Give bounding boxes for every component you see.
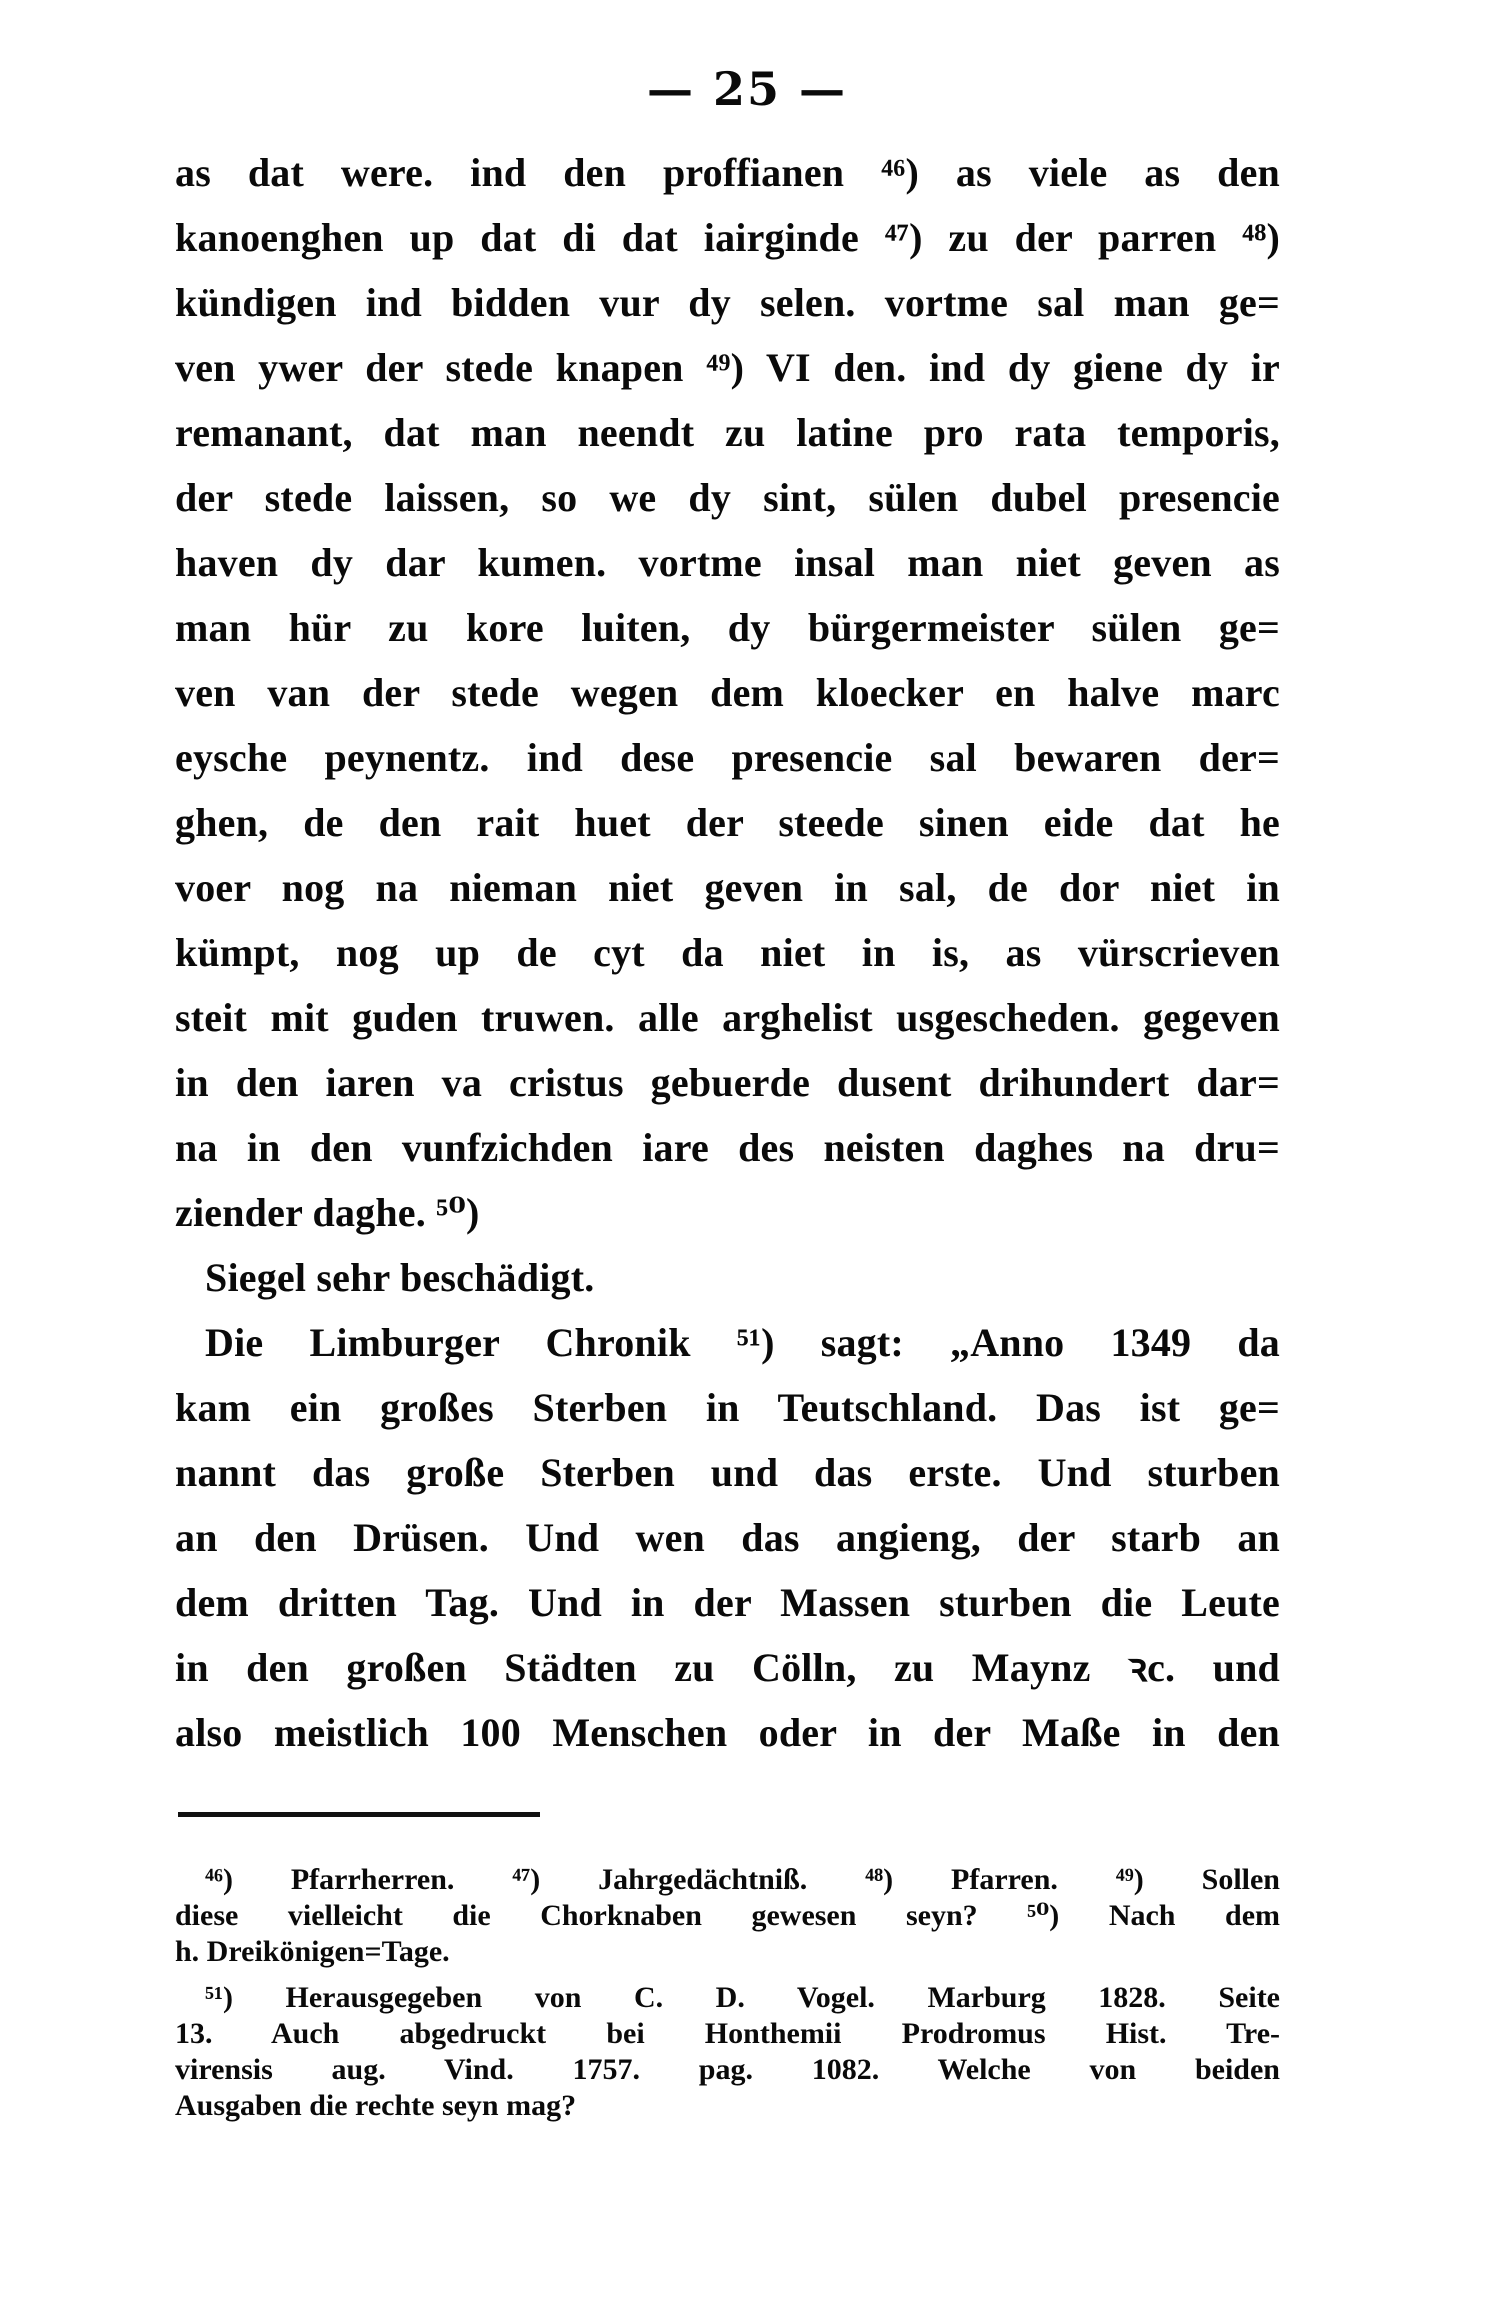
text-line: kündigen ind bidden vur dy selen. vortme sal man ge= (175, 280, 1280, 325)
text-line: ghen, de den rait huet der steede sinen eide dat he (175, 800, 1280, 845)
text-line: as dat were. ind den proffianen ⁴⁶) as viele as den (175, 150, 1280, 195)
paragraph-start-line: Die Limburger Chronik ⁵¹) sagt: „Anno 1349 da (205, 1320, 1280, 1365)
seal-note-line: Siegel sehr beschädigt. (205, 1255, 595, 1300)
footnote-divider (178, 1812, 540, 1817)
page-number-header: — 25 — (646, 62, 848, 116)
text-line: ven van der stede wegen dem kloecker en halve marc (175, 670, 1280, 715)
text-line: in den großen Städten zu Cölln, zu Maynz ꝛc. und (175, 1645, 1280, 1690)
text-line: kümpt, nog up de cyt da niet in is, as vürscrieven (175, 930, 1280, 975)
text-line: also meistlich 100 Menschen oder in der Maße in den (175, 1710, 1280, 1755)
footnote-line: virensis aug. Vind. 1757. pag. 1082. Welche von beiden (175, 2053, 1280, 2086)
text-line: na in den vunfzichden iare des neisten daghes na dru= (175, 1125, 1280, 1170)
footnote-line: 13. Auch abgedruckt bei Honthemii Prodromus Hist. Tre- (175, 2017, 1280, 2050)
main-text (175, 140, 1280, 1765)
text-line: haven dy dar kumen. vortme insal man niet geven as (175, 540, 1280, 585)
text-line: nannt das große Sterben und das erste. Und sturben (175, 1450, 1280, 1495)
text-line: kam ein großes Sterben in Teutschland. Das ist ge= (175, 1385, 1280, 1430)
text-line: eysche peynentz. ind dese presencie sal bewaren der= (175, 735, 1280, 780)
text-line: ven ywer der stede knapen ⁴⁹) VI den. ind dy giene dy ir (175, 345, 1280, 390)
text-line: man hür zu kore luiten, dy bürgermeister sülen ge= (175, 605, 1280, 650)
footnote-block-51 (175, 1980, 1280, 2124)
text-line: steit mit guden truwen. alle arghelist usgescheden. gegeven (175, 995, 1280, 1040)
text-line: der stede laissen, so we dy sint, sülen dubel presencie (175, 475, 1280, 520)
footnote-line: ⁴⁶) Pfarrherren. ⁴⁷) Jahrgedächtniß. ⁴⁸) Pfarren. ⁴⁹) Sollen (205, 1863, 1280, 1896)
footnote-line: h. Dreikönigen=Tage. (175, 1935, 450, 1968)
text-line: remanant, dat man neendt zu latine pro rata temporis, (175, 410, 1280, 455)
text-line: dem dritten Tag. Und in der Massen sturben die Leute (175, 1580, 1280, 1625)
text-line: voer nog na nieman niet geven in sal, de dor niet in (175, 865, 1280, 910)
text-line: ziender daghe. ⁵⁰) (175, 1190, 480, 1235)
text-line: an den Drüsen. Und wen das angieng, der starb an (175, 1515, 1280, 1560)
footnote-line: Ausgaben die rechte seyn mag? (175, 2089, 577, 2122)
footnote-block-46-50 (175, 1862, 1280, 1970)
footnote-line: ⁵¹) Herausgegeben von C. D. Vogel. Marburg 1828. Seite (205, 1981, 1280, 2014)
footnote-line: diese vielleicht die Chorknaben gewesen seyn? ⁵⁰) Nach dem (175, 1899, 1280, 1932)
footnotes (175, 1862, 1280, 2124)
text-line: in den iaren va cristus gebuerde dusent drihundert dar= (175, 1060, 1280, 1105)
text-line: kanoenghen up dat di dat iairginde ⁴⁷) zu der parren ⁴⁸) (175, 215, 1280, 260)
